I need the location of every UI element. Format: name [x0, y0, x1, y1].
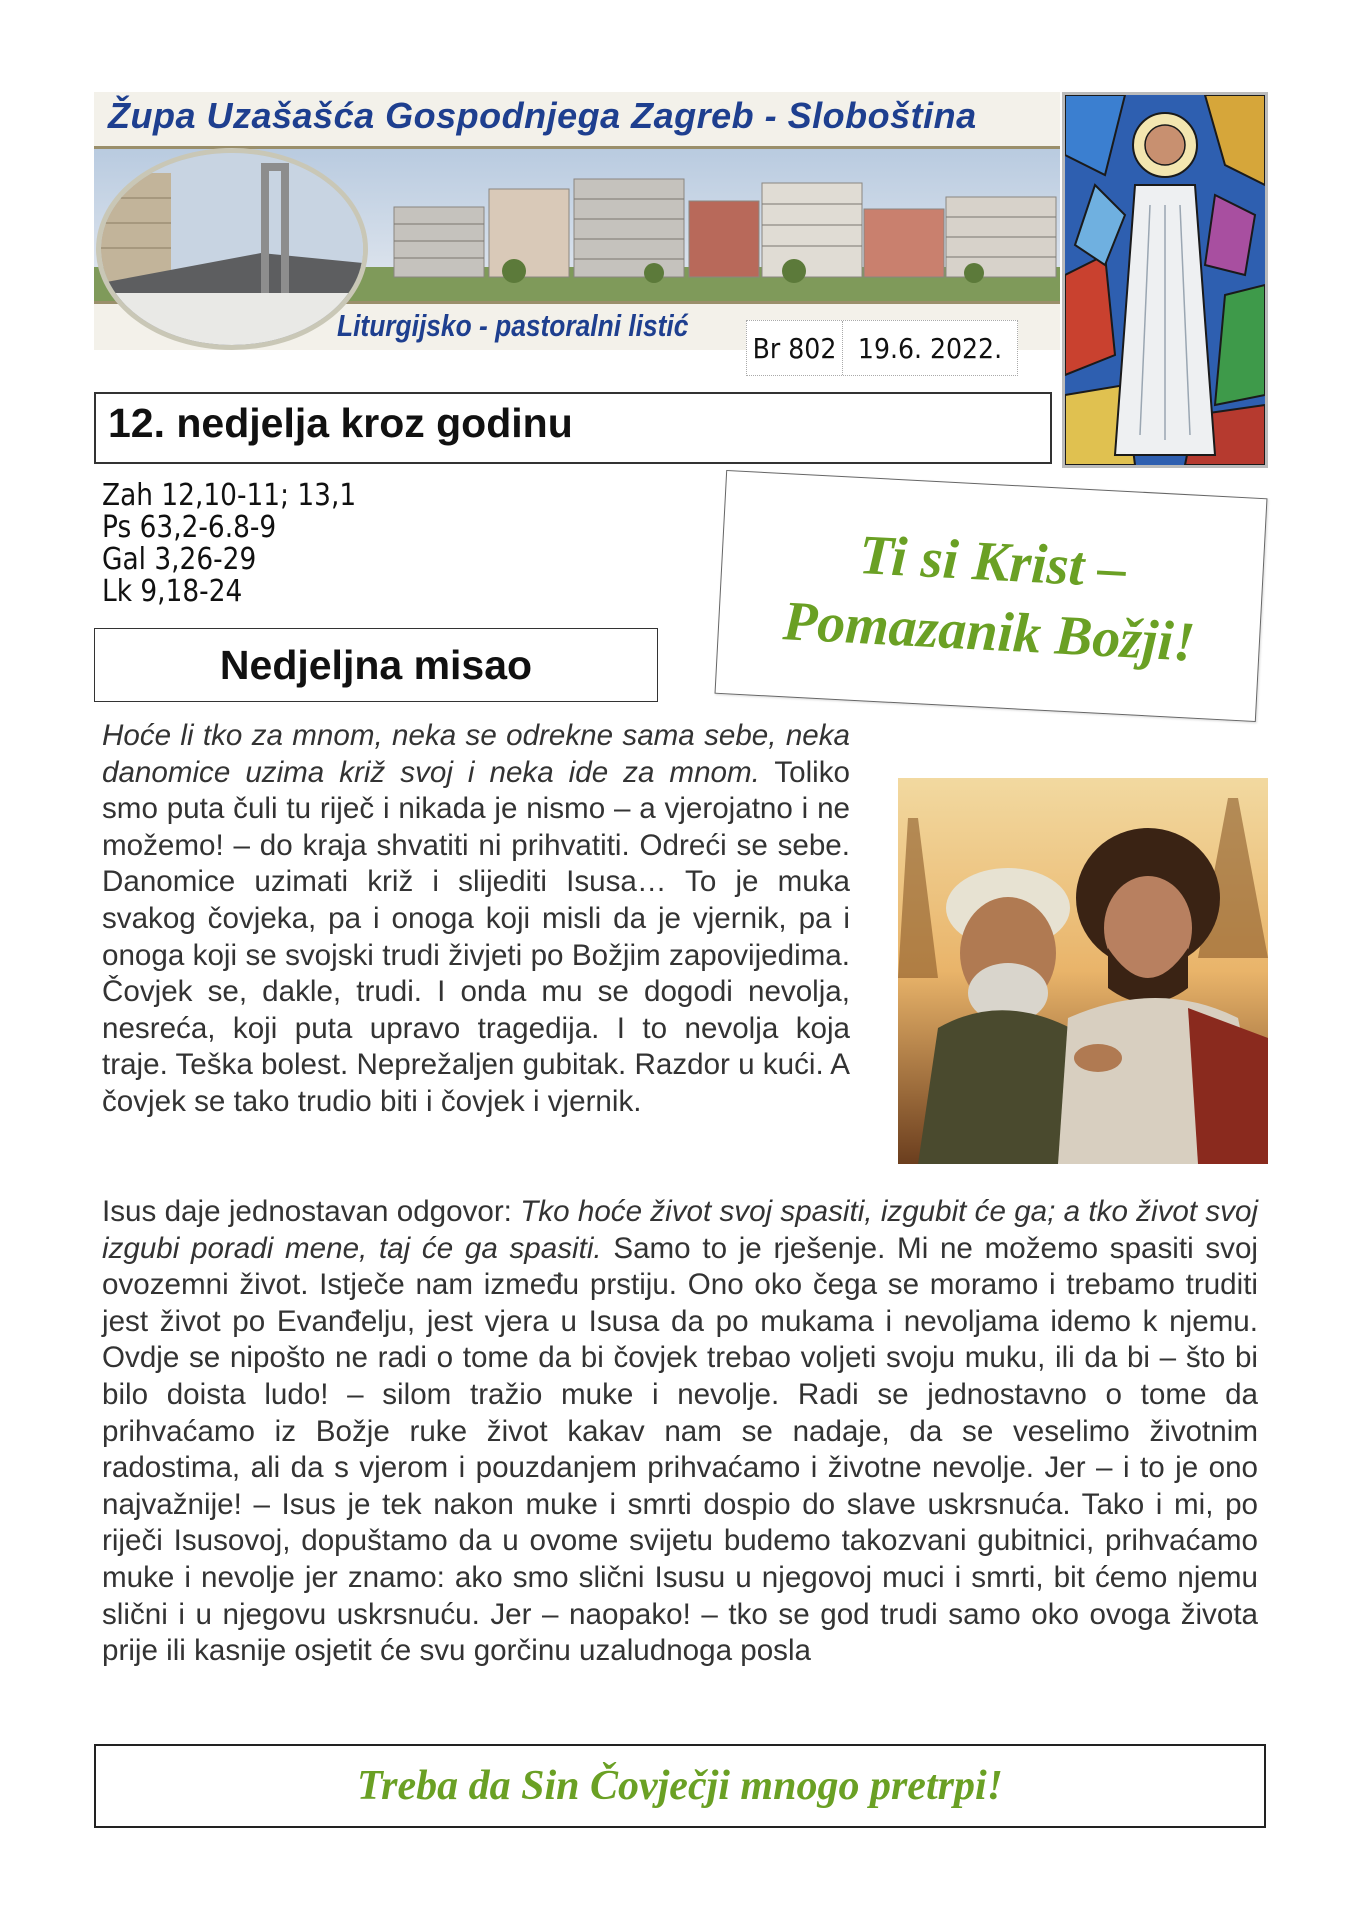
gospel-quote: Hoće li tko za mnom, neka se odrekne sama sebe, neka danomice uzima križ svoj i neka ide za mnom. [102, 719, 850, 789]
reading-item: Gal 3,26-29 [102, 542, 257, 577]
readings-list [102, 480, 356, 608]
gospel-quote: Tko hoće život svoj spasiti, izgubit će ga; a tko život svoj izgubi poradi mene, taj će ga spasiti. [102, 1195, 1258, 1265]
thought-paragraph-1 [102, 718, 850, 1121]
paragraph-text: Toliko smo puta čuli tu riječ i nikada je nismo – a vjerojatno i ne možemo! – do kraja shvatiti ni prihvatiti. Odreći se sebe. Danomice uzimati križ i slijediti Isusa… To je muka svakog čovjeka, pa i onoga koji misli da je vjernik, pa i onoga koji se svojski trudi živjeti po Božjim zapovijedima. Čovjek se, dakle, trudi. I onda mu se dogodi nevolja, nesreća, koji puta upravo tragedija. I to nevolja koja traje. Teška bolest. Neprežaljen gubitak. Razdor u kući. A čovjek se tako trudio biti i čovjek i vjernik. [102, 755, 850, 1118]
parish-title: Župa Uzašašća Gospodnjega Zagreb - Sloboština [108, 95, 977, 136]
footer-box [94, 1744, 1266, 1828]
issue-date: 19.6. 2022. [857, 331, 1003, 365]
paragraph-intro: Isus daje jednostavan odgovor: [102, 1195, 521, 1228]
thought-heading-box [94, 628, 658, 702]
thought-heading: Nedjeljna misao [219, 641, 533, 688]
reading-item: Ps 63,2-6.8-9 [102, 510, 277, 545]
thought-paragraph-2 [102, 1194, 1258, 1670]
paragraph-text: Samo to je rješenje. Mi ne možemo spasiti svoj ovozemni život. Istječe nam između prstiju. Ono oko čega se moramo i trebamo truditi jest život po Evanđelju, jest vjera u Isusa da po mukama i nevoljama idemo k njemu. Ovdje se nipošto ne radi o tome da bi čovjek trebao voljeti svoju muku, ili da bi – što bi bilo doista ludo! – silom tražio muke i nevolje. Radi se jednostavno o tome da prihvaćamo iz Božje ruke život kakav nam se nadaje, da se veselimo životnim radostima, ali da s vjerom i pouzdanjem prihvaćamo i životne nevolje. Jer – i to je ono najvažnije! – Isus je tek nakon muke i smrti dospio do slave uskrsnuća. Tako i mi, po riječi Isusovoj, dopuštamo da u ovome svijetu budemo takozvani gubitnici, prihvaćamo muke i nevolje jer znamo: ako smo slični Isusu u njegovoj muci i smrti, bit ćemo njemu slični i u njegovu uskrsnuću. Jer – naopako! – tko se god trudi samo oko ovoga života prije ili kasnije osjetit će svu gorčinu uzaludnoga posla [102, 1231, 1259, 1668]
issue-info [746, 320, 1018, 376]
leaflet-subtitle: Liturgijsko - pastoralni listić [337, 308, 689, 343]
sunday-title: 12. nedjelja kroz godinu [108, 400, 573, 446]
church-oval-image [96, 148, 368, 350]
footer-quote: Treba da Sin Čovječji mnogo pretrpi! [357, 1763, 1003, 1809]
reading-item: Lk 9,18-24 [102, 574, 243, 609]
quote-line-2: Pomazanik Božji! [781, 590, 1197, 674]
quote-line-1: Ti si Krist – [857, 524, 1128, 600]
reading-item: Zah 12,10-11; 13,1 [102, 478, 357, 513]
issue-number: Br 802 [747, 321, 843, 375]
jesus-peter-painting [898, 778, 1268, 1164]
quote-text [738, 514, 1245, 680]
quote-card [715, 470, 1268, 722]
stained-glass-image [1062, 92, 1268, 468]
